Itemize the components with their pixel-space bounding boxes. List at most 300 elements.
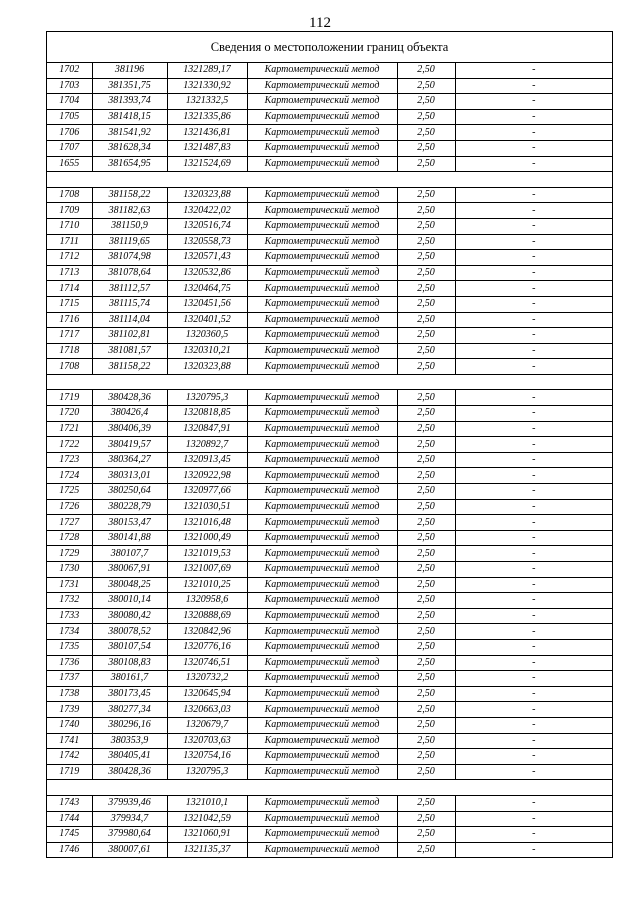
accuracy-cell: 2,50 [397, 63, 455, 78]
table-row [47, 390, 612, 406]
method-cell: Картометрический метод [247, 484, 397, 500]
description-cell: - [455, 187, 612, 203]
point-number-cell: 1736 [47, 655, 92, 671]
description-cell: - [455, 811, 612, 827]
accuracy-cell: 2,50 [397, 421, 455, 437]
table-row [47, 764, 612, 780]
method-cell: Картометрический метод [247, 140, 397, 156]
method-cell: Картометрический метод [247, 468, 397, 484]
table-row [47, 686, 612, 702]
table-row [47, 827, 612, 843]
accuracy-cell: 2,50 [397, 328, 455, 344]
coordinates-table [47, 63, 612, 857]
accuracy-cell: 2,50 [397, 437, 455, 453]
accuracy-cell: 2,50 [397, 359, 455, 375]
accuracy-cell: 2,50 [397, 94, 455, 110]
table-row [47, 811, 612, 827]
point-number-cell: 1743 [47, 795, 92, 811]
accuracy-cell: 2,50 [397, 702, 455, 718]
table-row [47, 250, 612, 266]
point-number-cell: 1704 [47, 94, 92, 110]
x-coordinate-cell: 380364,27 [92, 452, 167, 468]
table-row [47, 78, 612, 94]
table-row [47, 484, 612, 500]
method-cell: Картометрический метод [247, 359, 397, 375]
x-coordinate-cell: 380296,16 [92, 717, 167, 733]
point-number-cell: 1705 [47, 109, 92, 125]
method-cell: Картометрический метод [247, 234, 397, 250]
table-row [47, 218, 612, 234]
accuracy-cell: 2,50 [397, 250, 455, 266]
y-coordinate-cell: 1321524,69 [167, 156, 247, 172]
y-coordinate-cell: 1321487,83 [167, 140, 247, 156]
table-row [47, 717, 612, 733]
y-coordinate-cell: 1320818,85 [167, 406, 247, 422]
x-coordinate-cell: 381654,95 [92, 156, 167, 172]
description-cell: - [455, 421, 612, 437]
point-number-cell: 1725 [47, 484, 92, 500]
point-number-cell: 1745 [47, 827, 92, 843]
y-coordinate-cell: 1320795,3 [167, 764, 247, 780]
accuracy-cell: 2,50 [397, 671, 455, 687]
point-number-cell: 1732 [47, 593, 92, 609]
x-coordinate-cell: 380228,79 [92, 499, 167, 515]
x-coordinate-cell: 380419,57 [92, 437, 167, 453]
description-cell: - [455, 63, 612, 78]
point-number-cell: 1703 [47, 78, 92, 94]
accuracy-cell: 2,50 [397, 484, 455, 500]
accuracy-cell: 2,50 [397, 140, 455, 156]
y-coordinate-cell: 1321332,5 [167, 94, 247, 110]
method-cell: Картометрический метод [247, 218, 397, 234]
y-coordinate-cell: 1320516,74 [167, 218, 247, 234]
method-cell: Картометрический метод [247, 764, 397, 780]
method-cell: Картометрический метод [247, 78, 397, 94]
table-row [47, 406, 612, 422]
table-row [47, 577, 612, 593]
y-coordinate-cell: 1320732,2 [167, 671, 247, 687]
x-coordinate-cell: 381158,22 [92, 187, 167, 203]
table-row [47, 63, 612, 78]
y-coordinate-cell: 1320746,51 [167, 655, 247, 671]
table-row [47, 546, 612, 562]
description-cell: - [455, 530, 612, 546]
method-cell: Картометрический метод [247, 203, 397, 219]
x-coordinate-cell: 380078,52 [92, 624, 167, 640]
description-cell: - [455, 78, 612, 94]
description-cell: - [455, 437, 612, 453]
method-cell: Картометрический метод [247, 639, 397, 655]
description-cell: - [455, 468, 612, 484]
description-cell: - [455, 156, 612, 172]
accuracy-cell: 2,50 [397, 218, 455, 234]
y-coordinate-cell: 1320323,88 [167, 187, 247, 203]
description-cell: - [455, 639, 612, 655]
method-cell: Картометрический метод [247, 250, 397, 266]
method-cell: Картометрический метод [247, 655, 397, 671]
method-cell: Картометрический метод [247, 499, 397, 515]
point-number-cell: 1721 [47, 421, 92, 437]
separator-cell [47, 374, 612, 390]
accuracy-cell: 2,50 [397, 281, 455, 297]
description-cell: - [455, 655, 612, 671]
y-coordinate-cell: 1320323,88 [167, 359, 247, 375]
point-number-cell: 1746 [47, 842, 92, 857]
accuracy-cell: 2,50 [397, 686, 455, 702]
y-coordinate-cell: 1321289,17 [167, 63, 247, 78]
accuracy-cell: 2,50 [397, 390, 455, 406]
x-coordinate-cell: 380153,47 [92, 515, 167, 531]
description-cell: - [455, 281, 612, 297]
point-number-cell: 1724 [47, 468, 92, 484]
accuracy-cell: 2,50 [397, 546, 455, 562]
y-coordinate-cell: 1320795,3 [167, 390, 247, 406]
x-coordinate-cell: 380107,54 [92, 639, 167, 655]
accuracy-cell: 2,50 [397, 811, 455, 827]
point-number-cell: 1722 [47, 437, 92, 453]
x-coordinate-cell: 381418,15 [92, 109, 167, 125]
point-number-cell: 1739 [47, 702, 92, 718]
table-row [47, 109, 612, 125]
point-number-cell: 1729 [47, 546, 92, 562]
point-number-cell: 1702 [47, 63, 92, 78]
method-cell: Картометрический метод [247, 452, 397, 468]
accuracy-cell: 2,50 [397, 515, 455, 531]
y-coordinate-cell: 1320451,56 [167, 296, 247, 312]
y-coordinate-cell: 1321030,51 [167, 499, 247, 515]
table-row [47, 281, 612, 297]
x-coordinate-cell: 381541,92 [92, 125, 167, 141]
y-coordinate-cell: 1320776,16 [167, 639, 247, 655]
x-coordinate-cell: 380313,01 [92, 468, 167, 484]
description-cell: - [455, 94, 612, 110]
y-coordinate-cell: 1321135,37 [167, 842, 247, 857]
y-coordinate-cell: 1321060,91 [167, 827, 247, 843]
point-number-cell: 1719 [47, 764, 92, 780]
description-cell: - [455, 140, 612, 156]
table-row [47, 328, 612, 344]
y-coordinate-cell: 1320922,98 [167, 468, 247, 484]
y-coordinate-cell: 1320464,75 [167, 281, 247, 297]
y-coordinate-cell: 1320310,21 [167, 343, 247, 359]
y-coordinate-cell: 1321016,48 [167, 515, 247, 531]
point-number-cell: 1737 [47, 671, 92, 687]
point-number-cell: 1735 [47, 639, 92, 655]
accuracy-cell: 2,50 [397, 764, 455, 780]
point-number-cell: 1723 [47, 452, 92, 468]
y-coordinate-cell: 1321010,1 [167, 795, 247, 811]
description-cell: - [455, 250, 612, 266]
description-cell: - [455, 842, 612, 857]
x-coordinate-cell: 381150,9 [92, 218, 167, 234]
table-row [47, 234, 612, 250]
point-number-cell: 1706 [47, 125, 92, 141]
method-cell: Картометрический метод [247, 94, 397, 110]
accuracy-cell: 2,50 [397, 842, 455, 857]
table-row [47, 452, 612, 468]
method-cell: Картометрический метод [247, 187, 397, 203]
y-coordinate-cell: 1320892,7 [167, 437, 247, 453]
point-number-cell: 1718 [47, 343, 92, 359]
table-row [47, 795, 612, 811]
description-cell: - [455, 593, 612, 609]
description-cell: - [455, 577, 612, 593]
point-number-cell: 1713 [47, 265, 92, 281]
point-number-cell: 1714 [47, 281, 92, 297]
point-number-cell: 1707 [47, 140, 92, 156]
x-coordinate-cell: 380426,4 [92, 406, 167, 422]
accuracy-cell: 2,50 [397, 499, 455, 515]
method-cell: Картометрический метод [247, 406, 397, 422]
x-coordinate-cell: 380108,83 [92, 655, 167, 671]
point-number-cell: 1720 [47, 406, 92, 422]
description-cell: - [455, 406, 612, 422]
description-cell: - [455, 109, 612, 125]
point-number-cell: 1708 [47, 187, 92, 203]
accuracy-cell: 2,50 [397, 343, 455, 359]
method-cell: Картометрический метод [247, 842, 397, 857]
x-coordinate-cell: 380277,34 [92, 702, 167, 718]
x-coordinate-cell: 381112,57 [92, 281, 167, 297]
description-cell: - [455, 218, 612, 234]
point-number-cell: 1740 [47, 717, 92, 733]
method-cell: Картометрический метод [247, 125, 397, 141]
point-number-cell: 1715 [47, 296, 92, 312]
description-cell: - [455, 452, 612, 468]
table-row [47, 842, 612, 857]
table-row [47, 639, 612, 655]
x-coordinate-cell: 381081,57 [92, 343, 167, 359]
x-coordinate-cell: 380010,14 [92, 593, 167, 609]
method-cell: Картометрический метод [247, 421, 397, 437]
y-coordinate-cell: 1321335,86 [167, 109, 247, 125]
y-coordinate-cell: 1321007,69 [167, 562, 247, 578]
boundary-document [46, 31, 613, 858]
description-cell: - [455, 499, 612, 515]
x-coordinate-cell: 380428,36 [92, 390, 167, 406]
method-cell: Картометрический метод [247, 811, 397, 827]
separator-cell [47, 172, 612, 188]
x-coordinate-cell: 379939,46 [92, 795, 167, 811]
table-row [47, 265, 612, 281]
method-cell: Картометрический метод [247, 827, 397, 843]
description-cell: - [455, 733, 612, 749]
point-number-cell: 1726 [47, 499, 92, 515]
table-row [47, 562, 612, 578]
x-coordinate-cell: 380250,64 [92, 484, 167, 500]
y-coordinate-cell: 1320847,91 [167, 421, 247, 437]
x-coordinate-cell: 380405,41 [92, 749, 167, 765]
description-cell: - [455, 343, 612, 359]
accuracy-cell: 2,50 [397, 296, 455, 312]
point-number-cell: 1727 [47, 515, 92, 531]
x-coordinate-cell: 381074,98 [92, 250, 167, 266]
y-coordinate-cell: 1320958,6 [167, 593, 247, 609]
y-coordinate-cell: 1320422,02 [167, 203, 247, 219]
method-cell: Картометрический метод [247, 795, 397, 811]
y-coordinate-cell: 1320913,45 [167, 452, 247, 468]
description-cell: - [455, 265, 612, 281]
accuracy-cell: 2,50 [397, 593, 455, 609]
x-coordinate-cell: 381158,22 [92, 359, 167, 375]
y-coordinate-cell: 1320703,63 [167, 733, 247, 749]
y-coordinate-cell: 1320558,73 [167, 234, 247, 250]
accuracy-cell: 2,50 [397, 577, 455, 593]
accuracy-cell: 2,50 [397, 125, 455, 141]
y-coordinate-cell: 1320360,5 [167, 328, 247, 344]
accuracy-cell: 2,50 [397, 733, 455, 749]
accuracy-cell: 2,50 [397, 312, 455, 328]
y-coordinate-cell: 1321019,53 [167, 546, 247, 562]
point-number-cell: 1738 [47, 686, 92, 702]
description-cell: - [455, 562, 612, 578]
point-number-cell: 1717 [47, 328, 92, 344]
x-coordinate-cell: 380107,7 [92, 546, 167, 562]
x-coordinate-cell: 380141,88 [92, 530, 167, 546]
x-coordinate-cell: 379980,64 [92, 827, 167, 843]
method-cell: Картометрический метод [247, 63, 397, 78]
method-cell: Картометрический метод [247, 281, 397, 297]
description-cell: - [455, 203, 612, 219]
method-cell: Картометрический метод [247, 265, 397, 281]
x-coordinate-cell: 380048,25 [92, 577, 167, 593]
method-cell: Картометрический метод [247, 608, 397, 624]
table-row [47, 421, 612, 437]
method-cell: Картометрический метод [247, 109, 397, 125]
accuracy-cell: 2,50 [397, 655, 455, 671]
point-number-cell: 1709 [47, 203, 92, 219]
method-cell: Картометрический метод [247, 686, 397, 702]
method-cell: Картометрический метод [247, 546, 397, 562]
method-cell: Картометрический метод [247, 577, 397, 593]
x-coordinate-cell: 380007,61 [92, 842, 167, 857]
table-row [47, 296, 612, 312]
description-cell: - [455, 328, 612, 344]
separator-row [47, 374, 612, 390]
y-coordinate-cell: 1320842,96 [167, 624, 247, 640]
description-cell: - [455, 702, 612, 718]
accuracy-cell: 2,50 [397, 156, 455, 172]
x-coordinate-cell: 381102,81 [92, 328, 167, 344]
table-row [47, 530, 612, 546]
method-cell: Картометрический метод [247, 530, 397, 546]
method-cell: Картометрический метод [247, 437, 397, 453]
accuracy-cell: 2,50 [397, 639, 455, 655]
accuracy-cell: 2,50 [397, 530, 455, 546]
x-coordinate-cell: 380080,42 [92, 608, 167, 624]
x-coordinate-cell: 381114,04 [92, 312, 167, 328]
x-coordinate-cell: 381351,75 [92, 78, 167, 94]
accuracy-cell: 2,50 [397, 234, 455, 250]
table-row [47, 671, 612, 687]
point-number-cell: 1712 [47, 250, 92, 266]
method-cell: Картометрический метод [247, 296, 397, 312]
method-cell: Картометрический метод [247, 390, 397, 406]
point-number-cell: 1716 [47, 312, 92, 328]
table-row [47, 156, 612, 172]
description-cell: - [455, 608, 612, 624]
point-number-cell: 1730 [47, 562, 92, 578]
x-coordinate-cell: 380428,36 [92, 764, 167, 780]
accuracy-cell: 2,50 [397, 187, 455, 203]
point-number-cell: 1655 [47, 156, 92, 172]
accuracy-cell: 2,50 [397, 717, 455, 733]
table-row [47, 702, 612, 718]
accuracy-cell: 2,50 [397, 109, 455, 125]
x-coordinate-cell: 380406,39 [92, 421, 167, 437]
table-row [47, 359, 612, 375]
accuracy-cell: 2,50 [397, 452, 455, 468]
point-number-cell: 1711 [47, 234, 92, 250]
table-row [47, 624, 612, 640]
table-row [47, 203, 612, 219]
description-cell: - [455, 484, 612, 500]
method-cell: Картометрический метод [247, 328, 397, 344]
table-row [47, 187, 612, 203]
accuracy-cell: 2,50 [397, 78, 455, 94]
description-cell: - [455, 234, 612, 250]
method-cell: Картометрический метод [247, 156, 397, 172]
method-cell: Картометрический метод [247, 702, 397, 718]
x-coordinate-cell: 381115,74 [92, 296, 167, 312]
table-row [47, 499, 612, 515]
accuracy-cell: 2,50 [397, 203, 455, 219]
method-cell: Картометрический метод [247, 733, 397, 749]
table-row [47, 608, 612, 624]
y-coordinate-cell: 1321010,25 [167, 577, 247, 593]
method-cell: Картометрический метод [247, 671, 397, 687]
method-cell: Картометрический метод [247, 343, 397, 359]
separator-row [47, 780, 612, 796]
x-coordinate-cell: 381078,64 [92, 265, 167, 281]
description-cell: - [455, 125, 612, 141]
table-row [47, 437, 612, 453]
table-row [47, 515, 612, 531]
table-row [47, 655, 612, 671]
table-title: Сведения о местоположении границ объекта [47, 32, 612, 63]
y-coordinate-cell: 1321330,92 [167, 78, 247, 94]
x-coordinate-cell: 381393,74 [92, 94, 167, 110]
table-row [47, 94, 612, 110]
table-row [47, 125, 612, 141]
accuracy-cell: 2,50 [397, 608, 455, 624]
y-coordinate-cell: 1320977,66 [167, 484, 247, 500]
x-coordinate-cell: 380173,45 [92, 686, 167, 702]
description-cell: - [455, 671, 612, 687]
description-cell: - [455, 359, 612, 375]
table-row [47, 140, 612, 156]
table-row [47, 593, 612, 609]
description-cell: - [455, 546, 612, 562]
method-cell: Картометрический метод [247, 717, 397, 733]
y-coordinate-cell: 1321042,59 [167, 811, 247, 827]
x-coordinate-cell: 381182,63 [92, 203, 167, 219]
y-coordinate-cell: 1320754,16 [167, 749, 247, 765]
y-coordinate-cell: 1321436,81 [167, 125, 247, 141]
separator-row [47, 172, 612, 188]
description-cell: - [455, 624, 612, 640]
method-cell: Картометрический метод [247, 312, 397, 328]
y-coordinate-cell: 1320679,7 [167, 717, 247, 733]
x-coordinate-cell: 381628,34 [92, 140, 167, 156]
method-cell: Картометрический метод [247, 593, 397, 609]
description-cell: - [455, 764, 612, 780]
page-number: 112 [309, 15, 331, 31]
accuracy-cell: 2,50 [397, 406, 455, 422]
description-cell: - [455, 312, 612, 328]
x-coordinate-cell: 380067,91 [92, 562, 167, 578]
description-cell: - [455, 717, 612, 733]
